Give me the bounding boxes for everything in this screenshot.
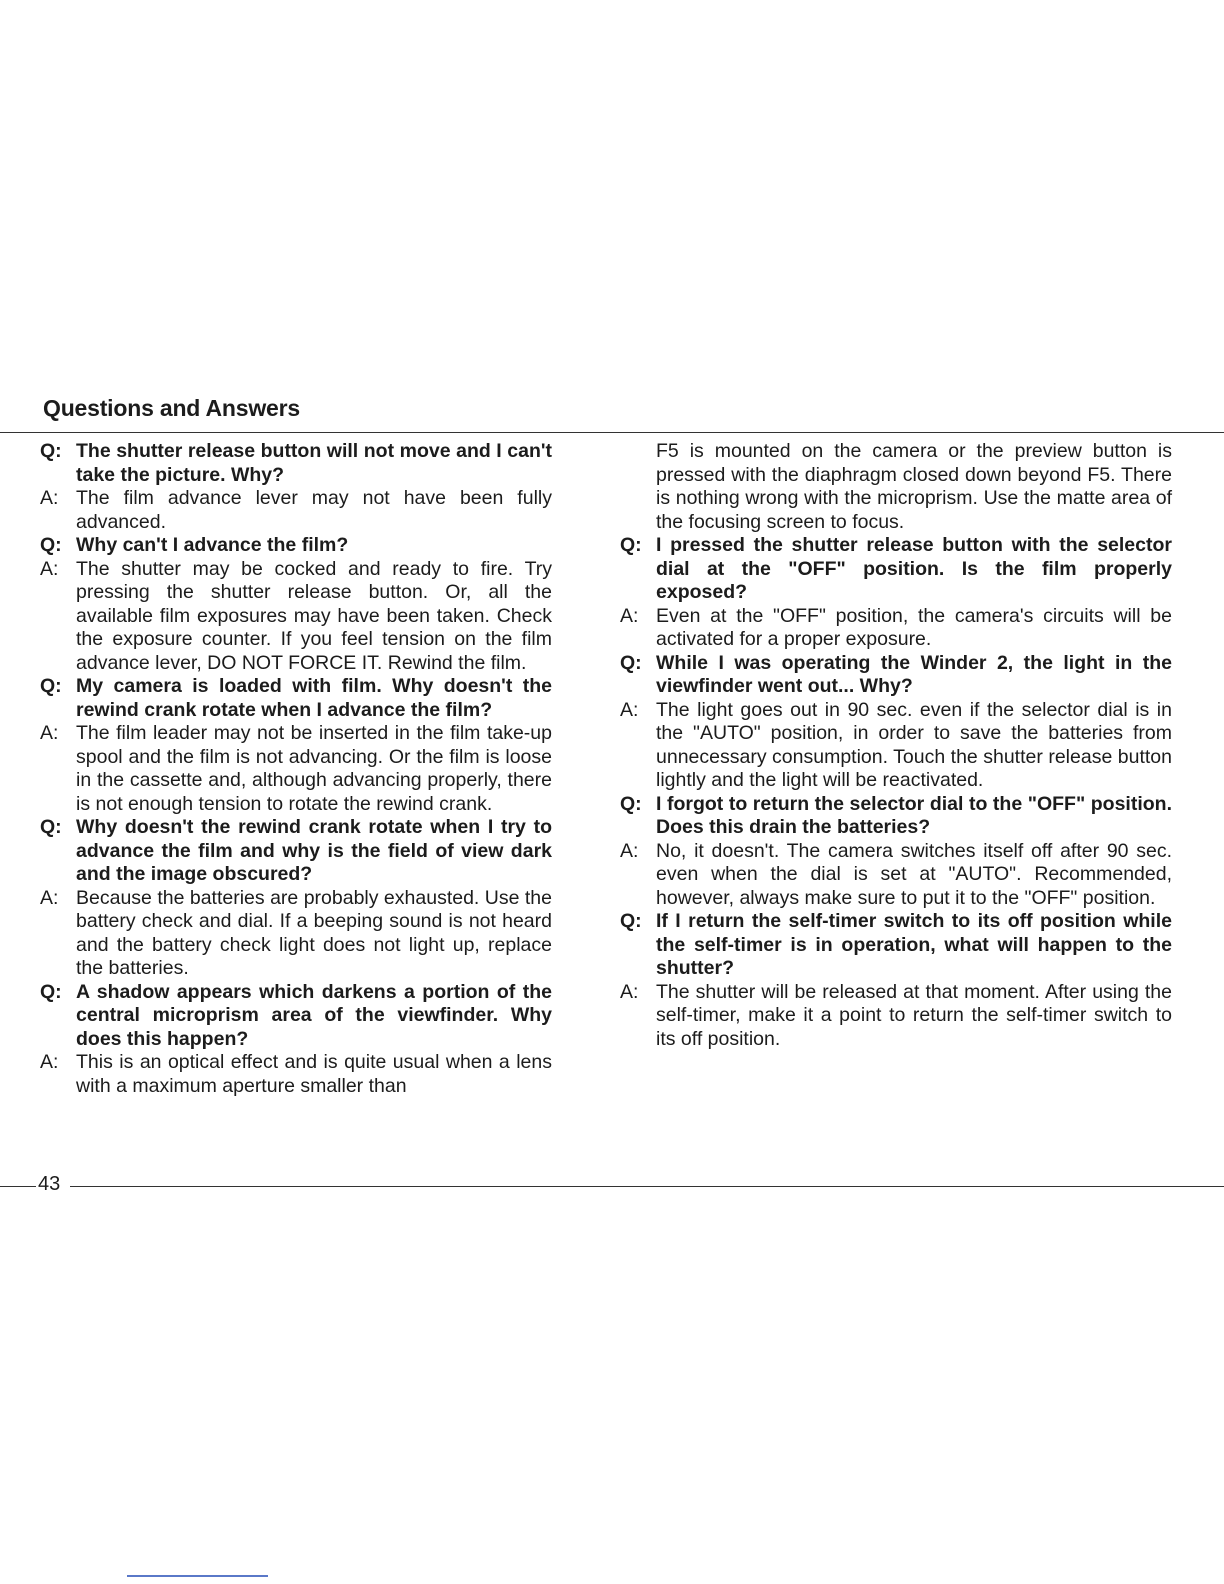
qa-label: A:	[620, 604, 639, 627]
answer-text: This is an optical effect and is quite usual when a lens with a maximum aperture smaller than	[76, 1051, 552, 1097]
qa-label: A:	[620, 698, 639, 721]
answer-text: The film advance lever may not have been fully advanced.	[76, 487, 552, 533]
question-item	[40, 440, 552, 487]
question-item	[40, 675, 552, 722]
question-text: The shutter release button will not move and I can't take the picture. Why?	[76, 440, 552, 486]
qa-label: A:	[620, 980, 639, 1003]
answer-item	[620, 981, 1172, 1052]
question-item	[620, 910, 1172, 981]
qa-label: Q:	[620, 534, 642, 556]
title-divider	[0, 432, 1224, 433]
answer-item	[40, 1051, 552, 1098]
answer-text: Even at the "OFF" position, the camera's circuits will be activated for a proper exposure.	[656, 604, 1172, 650]
answer-text: Because the batteries are probably exhausted. Use the battery check and dial. If a beeping sound is not heard and the battery check light does not light up, replace the batteries.	[76, 886, 552, 979]
qa-label: Q:	[620, 651, 642, 674]
left-column	[40, 440, 552, 1098]
answer-item	[40, 887, 552, 981]
qa-label: A:	[40, 487, 59, 509]
page-number: 43	[38, 1173, 61, 1195]
page-title: Questions and Answers	[43, 395, 300, 421]
qa-label: A:	[40, 1051, 59, 1073]
question-text: Why can't I advance the film?	[76, 534, 349, 556]
answer-item	[40, 722, 552, 816]
question-item	[620, 534, 1172, 605]
footer-divider-left	[0, 1186, 36, 1187]
question-text: My camera is loaded with film. Why doesn't the rewind crank rotate when I advance the film?	[76, 675, 552, 721]
answer-text: No, it doesn't. The camera switches itself off after 90 sec. even when the dial is set at "AUTO". Recommended, however, always make sure to put it to the "OFF" position.	[656, 839, 1172, 909]
qa-label: A:	[40, 886, 59, 909]
right-column	[620, 440, 1172, 1051]
qa-label: Q:	[40, 534, 62, 556]
qa-label: Q:	[40, 675, 62, 697]
qa-label: A:	[40, 722, 59, 744]
qa-label: Q:	[40, 816, 62, 838]
answer-continuation: F5 is mounted on the camera or the preview button is pressed with the diaphragm closed down beyond F5. There is nothing wrong with the microprism. Use the matte area of the focusing screen to focus.	[656, 440, 1172, 533]
qa-label: Q:	[40, 440, 62, 462]
bottom-accent-line	[127, 1575, 268, 1577]
question-text: Why doesn't the rewind crank rotate when I try to advance the film and why is the field of view dark and the image obscured?	[76, 816, 552, 885]
question-item	[620, 652, 1172, 699]
answer-item	[40, 558, 552, 676]
qa-label: A:	[620, 839, 639, 862]
qa-label: Q:	[620, 792, 642, 815]
question-text: While I was operating the Winder 2, the light in the viewfinder went out... Why?	[656, 651, 1172, 697]
answer-text: The film leader may not be inserted in the film take-up spool and the film is not advancing. Or the film is loose in the cassette and, although advancing properly, there is not enough tension to rotate the rewind crank.	[76, 722, 552, 815]
answer-text: The shutter may be cocked and ready to fire. Try pressing the shutter release button. Or, all the available film exposures may have been taken. Check the exposure counter. If you feel tension on the film advance lever, DO NOT FORCE IT. Rewind the film.	[76, 557, 552, 674]
qa-label: A:	[40, 557, 59, 580]
question-item	[40, 816, 552, 887]
answer-text: The light goes out in 90 sec. even if the selector dial is in the "AUTO" position, in order to save the batteries from unnecessary consumption. Touch the shutter release button lightly and the light will be reactivated.	[656, 698, 1172, 791]
question-item	[40, 981, 552, 1052]
qa-label: Q:	[40, 980, 62, 1003]
qa-label: Q:	[620, 910, 642, 932]
answer-item	[620, 840, 1172, 911]
question-text: A shadow appears which darkens a portion of the central microprism area of the viewfinder. Why does this happen?	[76, 980, 552, 1050]
footer-divider	[70, 1186, 1224, 1187]
question-text: I pressed the shutter release button with the selector dial at the "OFF" position. Is the film properly exposed?	[656, 534, 1172, 603]
question-item	[620, 793, 1172, 840]
answer-text: The shutter will be released at that moment. After using the self-timer, make it a point to return the self-timer switch to its off position.	[656, 980, 1172, 1050]
question-text: I forgot to return the selector dial to the "OFF" position. Does this drain the batteries?	[656, 792, 1172, 838]
answer-item	[620, 605, 1172, 652]
question-item	[40, 534, 552, 558]
question-text: If I return the self-timer switch to its off position while the self-timer is in operation, what will happen to the shutter?	[656, 910, 1172, 979]
answer-item	[40, 487, 552, 534]
answer-item	[620, 699, 1172, 793]
